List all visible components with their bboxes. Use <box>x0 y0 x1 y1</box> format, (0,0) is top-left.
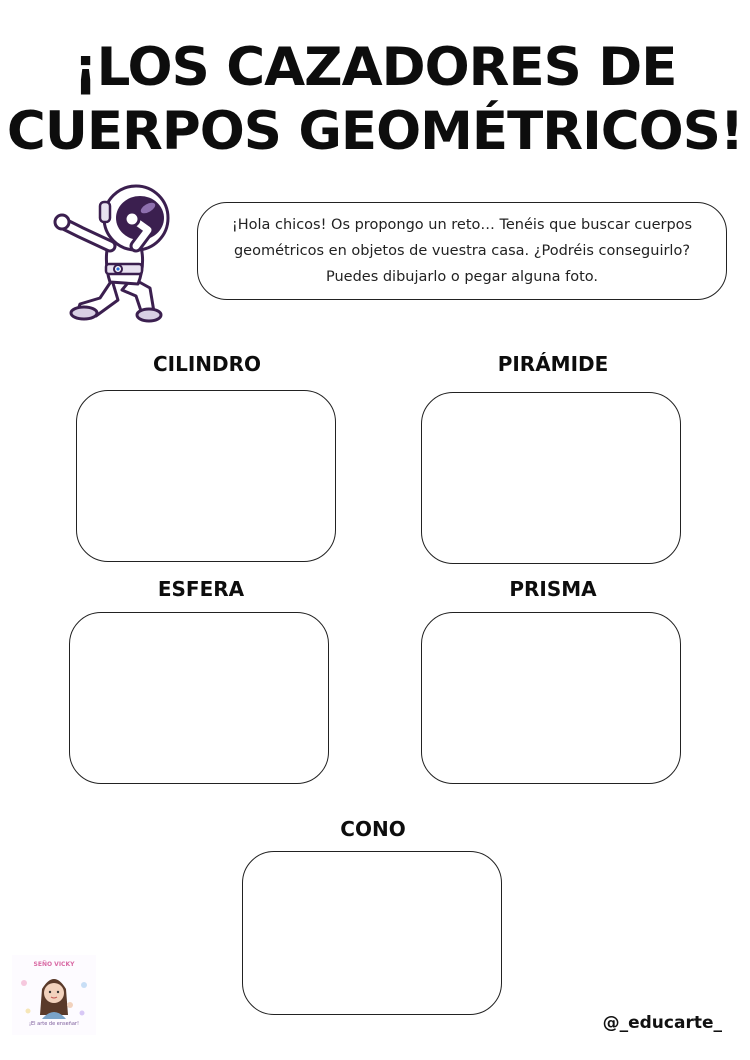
seno-vicky-logo <box>12 955 96 1035</box>
logo-tagline: ¡El arte de enseñar! <box>29 1021 79 1027</box>
educarte-handle: @_educarte_ <box>602 1013 722 1033</box>
drawing-box-piramide[interactable] <box>421 392 681 564</box>
drawing-box-cono[interactable] <box>242 851 502 1015</box>
page-title-line-2: CUERPOS GEOMÉTRICOS! <box>6 101 744 162</box>
intro-speech-bubble <box>197 202 727 300</box>
label-cono: CONO <box>340 817 406 841</box>
label-piramide: PIRÁMIDE <box>497 352 609 376</box>
drawing-box-esfera[interactable] <box>69 612 329 784</box>
label-esfera: ESFERA <box>157 577 245 601</box>
drawing-box-prisma[interactable] <box>421 612 681 784</box>
page-title <box>0 36 750 164</box>
drawing-box-cilindro[interactable] <box>76 390 336 562</box>
label-prisma: PRISMA <box>509 577 597 601</box>
page-title-line-1: ¡LOS CAZADORES DE <box>73 37 677 98</box>
label-cilindro: CILINDRO <box>152 352 262 376</box>
intro-text: ¡Hola chicos! Os propongo un reto… Tenéis que buscar cuerpos geométricos en objetos de vuestra casa. ¿Podréis conseguirlo? Puedes dibujarlo o pegar alguna foto. <box>231 217 693 285</box>
logo-name: SEÑO VICKY <box>33 961 75 968</box>
astronaut-illustration <box>50 180 180 325</box>
